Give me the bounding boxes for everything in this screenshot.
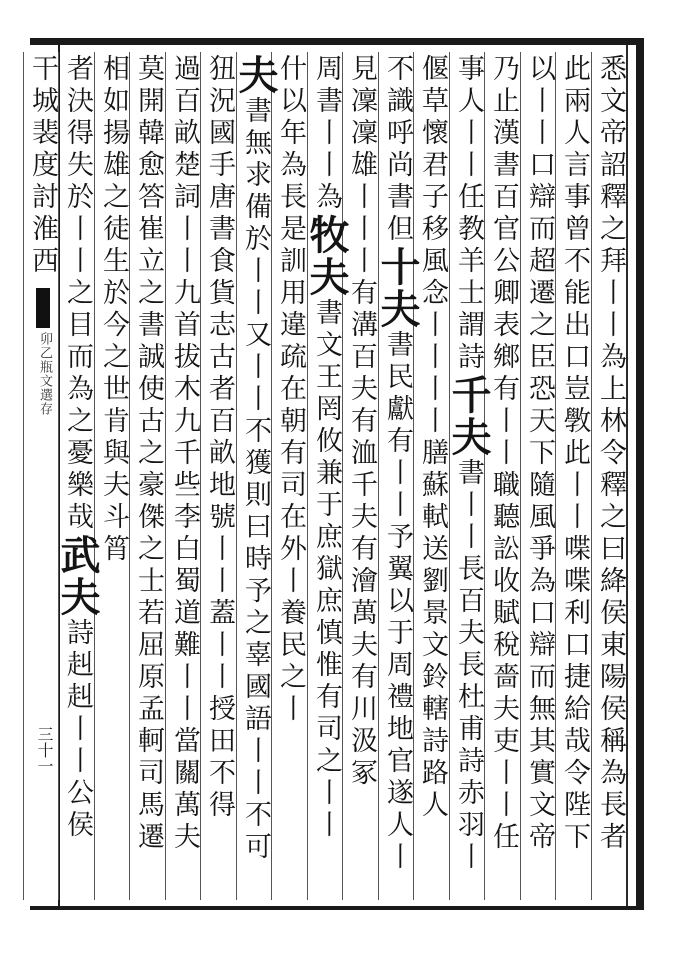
column-text: 丨有溝百夫有洫千夫有澮萬夫有川汲冢 (346, 246, 377, 790)
text-column (591, 54, 629, 904)
text-column (520, 54, 558, 904)
text-column (165, 54, 203, 904)
text-column (445, 54, 492, 904)
border-bottom (30, 906, 644, 910)
text-column (271, 54, 309, 904)
fold-margin-text: 卯乙瓶文選存 (37, 332, 52, 416)
text-column (129, 54, 167, 904)
text-column (413, 54, 451, 904)
text-column (23, 54, 61, 904)
text-column (232, 54, 279, 904)
text-column (200, 54, 238, 904)
text-column (555, 54, 593, 904)
column-text: 此兩人言事曾不能出口豈斆此丨丨喋喋利口捷給哉令陛下 (559, 54, 590, 854)
border-top (30, 38, 644, 45)
text-column (303, 54, 350, 904)
page-number: 三十一 (35, 726, 54, 774)
column-text: 偃草懷君子移風念丨丨丨 (417, 54, 448, 406)
column-text: 不識呼尚書但 (382, 54, 413, 246)
column-text: 是訓用違疏在朝有司在外丨養民之丨 (275, 214, 306, 726)
entry-headword: 武夫 (54, 534, 101, 618)
column-text: 書民獻有丨丨予翼以于周禮地官遂人丨 (382, 330, 413, 874)
column-text: 莫開韓愈答崔立之書誠使古之豪傑之士若屈原孟軻司馬遷 (133, 54, 164, 854)
column-text: 過百畝楚詞丨丨九首拔木九千些李白蜀道難丨丨當關萬夫 (169, 54, 200, 854)
column-text: 書無求備於丨丨又丨丨不獲則曰時予之辜國語丨丨不可 (240, 96, 271, 864)
column-text: 者決得失於丨丨之目而為之憂樂哉 (62, 54, 93, 534)
border-right (636, 38, 644, 910)
entry-headword: 牧夫 (303, 214, 350, 298)
column-text: 狃況國手唐書食貨志古者百畝地號丨丨蓋丨丨授田不得 (204, 54, 235, 822)
column-text: 見凜凜雄丨丨 (346, 54, 377, 246)
column-text: 相如揚雄之徒生於今之世肯與夫斗筲 (98, 54, 129, 566)
column-text: 書文王罔攸兼于庶獄庶慎惟有司之丨丨 (311, 298, 342, 842)
column-text: 干城裴度討淮西 (27, 54, 58, 278)
text-column (94, 54, 132, 904)
column-text: 事人丨丨任教羊士謂詩 (453, 54, 484, 374)
text-column (484, 54, 522, 904)
entry-headword: 夫 (232, 54, 279, 96)
entry-headword: 千夫 (445, 374, 492, 458)
column-text: 悉文帝詔釋之拜丨丨為上林令釋之曰絳侯東陽侯稱為長者 (595, 54, 626, 854)
column-text: 以丨丨口辯而超遷之臣恐天下隨風爭為口辯而無其實文帝 (524, 54, 555, 854)
text-column (374, 54, 421, 904)
text-column (54, 54, 101, 904)
column-text: 書丨丨長百夫長杜甫詩赤羽丨 (453, 458, 484, 874)
column-text: 周書丨丨為 (311, 54, 342, 214)
column-text: 詩赳赳丨丨公侯 (62, 618, 93, 842)
column-text: 什以年為長 (275, 54, 306, 214)
entry-headword: 十夫 (374, 246, 421, 330)
text-column (342, 54, 380, 904)
column-text: 乃止漢書百官公卿表鄉有丨丨職聽訟收賦稅嗇夫吏丨丨任 (488, 54, 519, 854)
column-text: 丨膳蘇軾送劉景文鈴轄詩路人 (417, 406, 448, 822)
